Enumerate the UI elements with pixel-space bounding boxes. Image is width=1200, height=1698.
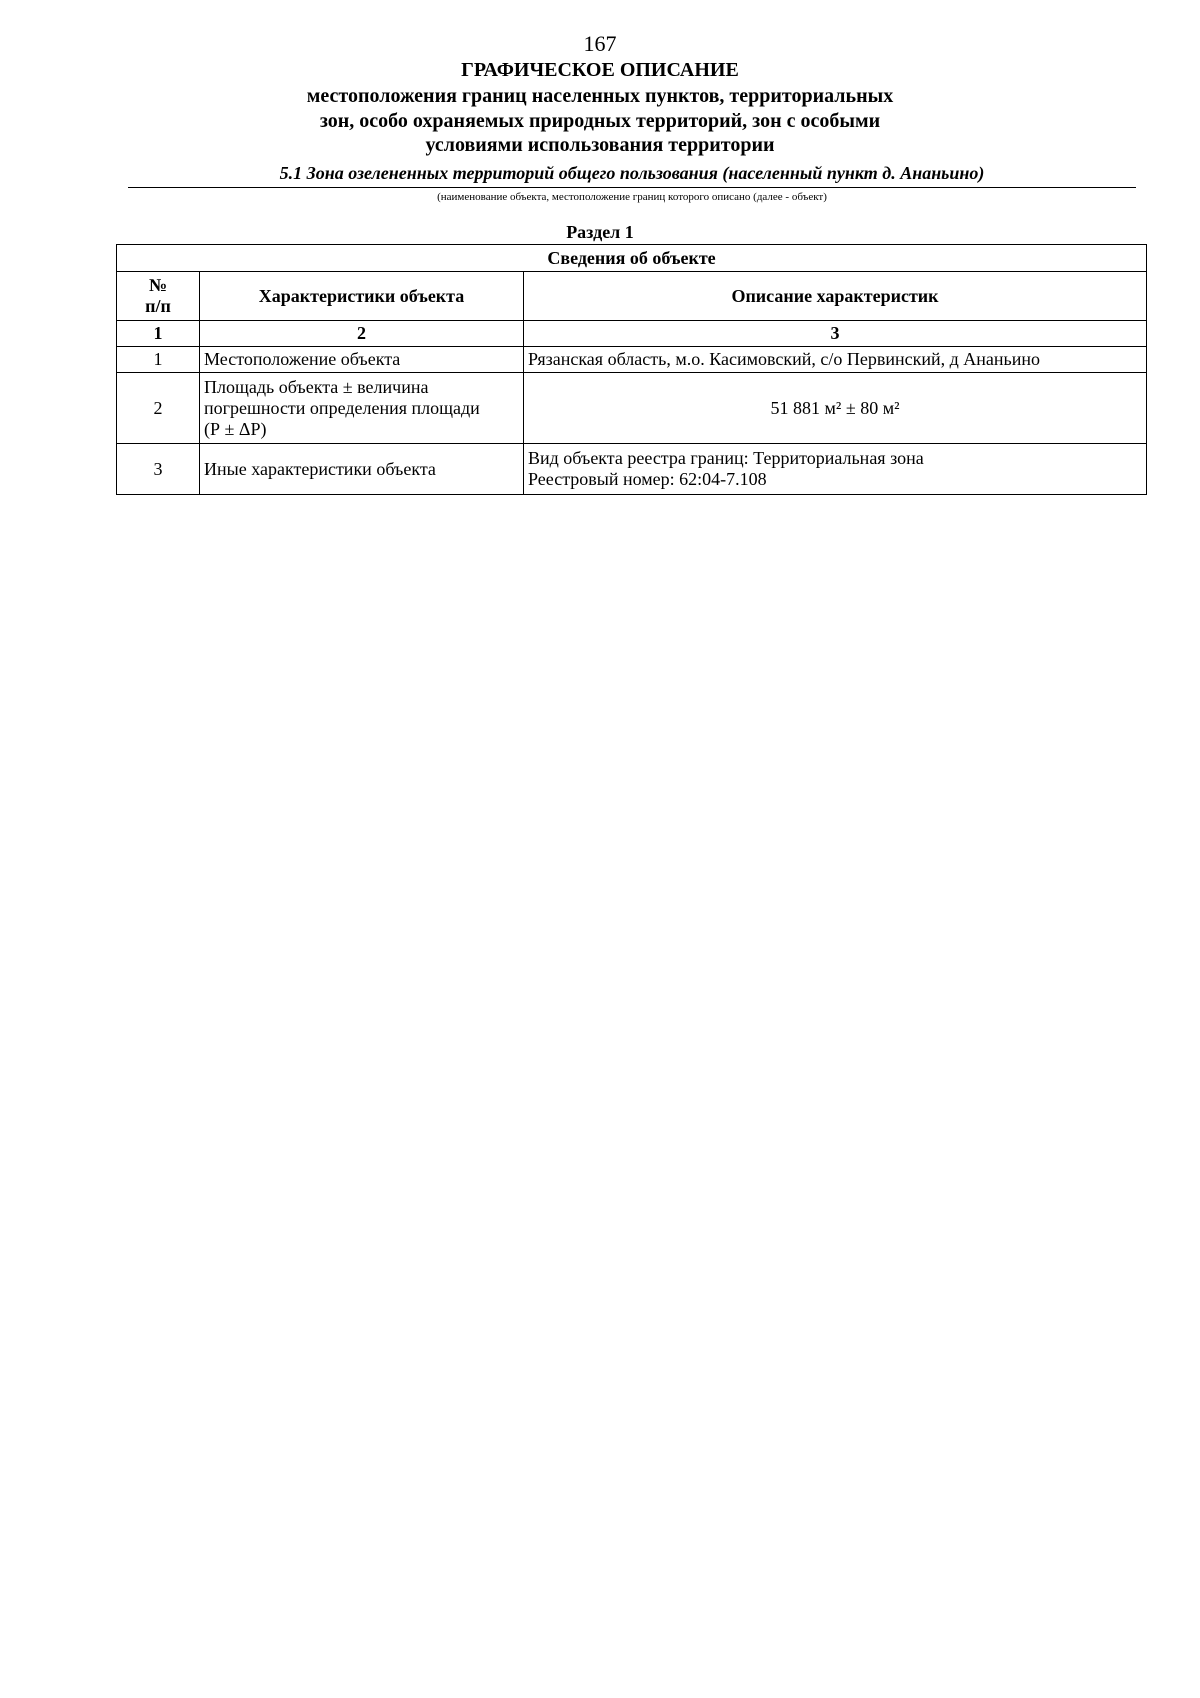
row-number: 3 bbox=[117, 444, 200, 495]
row-value-line: 51 881 м² ± 80 м² bbox=[770, 397, 900, 418]
row-value bbox=[524, 373, 1147, 444]
object-name-caption: (наименование объекта, местоположение границ которого описано (далее - объект) bbox=[437, 191, 827, 203]
row-characteristic-line: Площадь объекта ± величина bbox=[204, 376, 429, 397]
table-row bbox=[117, 444, 1147, 495]
row-number: 2 bbox=[117, 373, 200, 444]
header-characteristics: Характеристики объекта bbox=[200, 272, 524, 321]
object-name-underline bbox=[128, 187, 1136, 188]
row-characteristic-line: Местоположение объекта bbox=[204, 349, 401, 369]
page-number: 167 bbox=[583, 31, 617, 56]
table-caption-row bbox=[117, 245, 1147, 272]
row-number: 1 bbox=[117, 347, 200, 373]
table-header-row bbox=[117, 272, 1147, 321]
table-row bbox=[117, 347, 1147, 373]
subtitle-line: местоположения границ населенных пунктов, территориальных bbox=[306, 85, 894, 107]
row-characteristic bbox=[200, 373, 524, 444]
row-value-line: Вид объекта реестра границ: Территориальная зона bbox=[528, 448, 924, 468]
row-value-line: Рязанская область, м.о. Касимовский, с/о Первинский, д Ананьино bbox=[528, 349, 1040, 369]
object-name: 5.1 Зона озелененных территорий общего пользования (населенный пункт д. Ананьино) bbox=[279, 163, 985, 183]
section-title: Раздел 1 bbox=[566, 222, 634, 242]
subtitle-line: условиями использования территории bbox=[425, 134, 775, 156]
row-characteristic bbox=[200, 347, 524, 373]
header-description: Описание характеристик bbox=[524, 272, 1147, 321]
header-number-line: п/п bbox=[145, 296, 171, 316]
row-value bbox=[524, 444, 1147, 495]
object-info-table bbox=[116, 244, 1147, 495]
document-title: ГРАФИЧЕСКОЕ ОПИСАНИЕ bbox=[461, 59, 739, 81]
row-value-line: Реестровый номер: 62:04-7.108 bbox=[528, 469, 767, 489]
table-caption: Сведения об объекте bbox=[117, 245, 1147, 272]
row-characteristic-line: Иные характеристики объекта bbox=[204, 458, 436, 479]
row-characteristic-line: погрешности определения площади bbox=[204, 397, 480, 418]
header-number bbox=[117, 272, 200, 321]
row-value bbox=[524, 347, 1147, 373]
column-index: 3 bbox=[524, 321, 1147, 347]
document-subtitle bbox=[0, 84, 1200, 158]
column-index: 1 bbox=[117, 321, 200, 347]
table-row bbox=[117, 373, 1147, 444]
row-characteristic-line: (Р ± ΔР) bbox=[204, 418, 267, 439]
subtitle-line: зон, особо охраняемых природных территорий, зон с особыми bbox=[319, 109, 881, 132]
header-number-line: № bbox=[148, 275, 168, 295]
column-index: 2 bbox=[200, 321, 524, 347]
table-index-row bbox=[117, 321, 1147, 347]
row-characteristic bbox=[200, 444, 524, 495]
